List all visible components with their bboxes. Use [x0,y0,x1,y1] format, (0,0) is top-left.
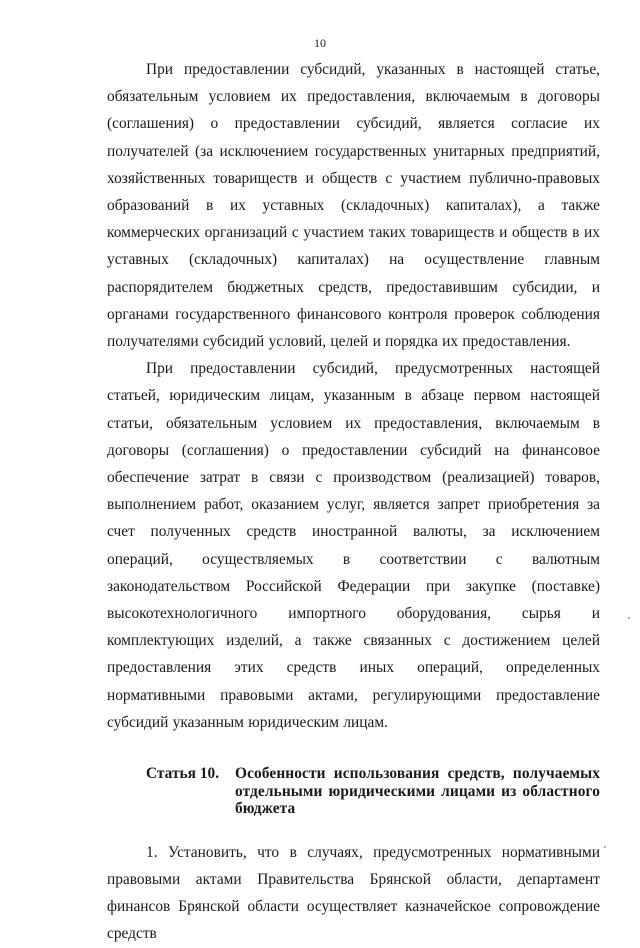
document-body [107,56,600,948]
paragraph-currency-prohibition: При предоставлении субсидий, предусмотренных настоящей статьей, юридическим лицам, указанным в абзаце первом настоящей статьи, обязательным условием их предоставления, включаемым в договоры (соглашения) о предоставлении субсидий на финансовое обеспечение затрат в связи с производством (реализацией) товаров, выполнением работ, оказанием услуг, является запрет приобретения за счет полученных средств иностранной валюты, за исключением операций, осуществляемых в соответствии с валютным законодательством Российской Федерации при закупке (поставке) высокотехнологичного импортного оборудования, сырья и комплектующих изделий, а также связанных с достижением целей предоставления этих средств иных операций, определенных нормативными правовыми актами, регулирующими предоставление субсидий указанным юридическим лицам. [107,360,600,731]
scan-speck [628,617,630,619]
paragraph-subsidy-consent: При предоставлении субсидий, указанных в настоящей статье, обязательным условием их предоставления, включаемым в договоры (соглашения) о предоставлении субсидий, является согласие их получателей (за исключением государственных унитарных предприятий, хозяйственных товариществ и обществ с участием публично-правовых образований в их уставных (складочных) капиталах), а также коммерческих организаций с участием таких товариществ и обществ в их уставных (складочных) капиталах) на осуществление главным распорядителем бюджетных средств, предоставившим субсидии, и органами государственного финансового контроля проверок соблюдения получателями субсидий условий, целей и порядка их предоставления. [107,61,600,351]
article-heading [107,765,600,818]
article-paragraph-1: 1. Установить, что в случаях, предусмотренных нормативными правовыми актами Правительства Брянской области, департамент финансов Брянской области осуществляет казначейское сопровождение средств [107,843,600,943]
scan-speck [604,846,606,848]
page-number: 10 [314,36,326,50]
article-number: Статья 10. [146,765,220,783]
article-title: Особенности использования средств, получаемых отдельными юридическими лицами из областного бюджета [235,765,600,818]
